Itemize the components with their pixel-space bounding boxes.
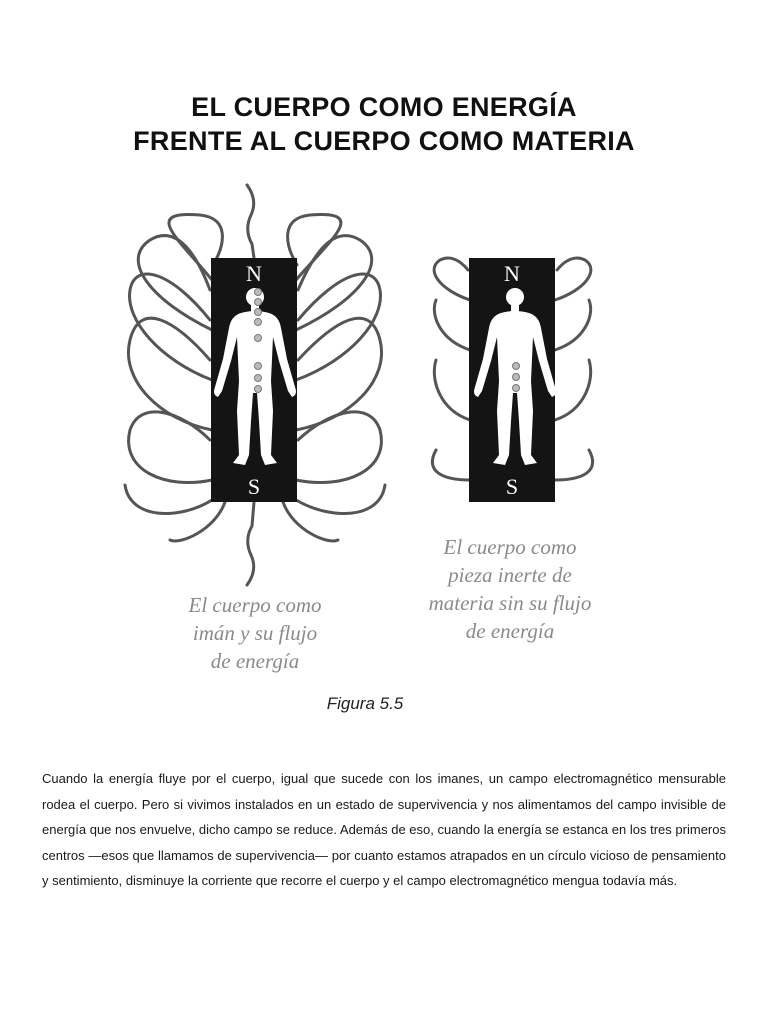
field-line xyxy=(247,185,254,258)
title-line-1: EL CUERPO COMO ENERGÍA xyxy=(191,92,577,122)
right-magnet-north-pole: N xyxy=(504,261,520,286)
field-line xyxy=(555,360,591,420)
field-line xyxy=(555,258,591,300)
field-line xyxy=(555,450,593,480)
field-line xyxy=(555,300,591,350)
energy-center xyxy=(255,375,262,382)
caption-left-line-2: imán y su flujo xyxy=(192,621,318,645)
left-magnet-south-pole: S xyxy=(247,474,261,499)
field-line xyxy=(138,236,212,330)
caption-left-line-3: de energía xyxy=(210,649,300,673)
field-line xyxy=(434,300,470,350)
energy-center xyxy=(255,289,262,296)
body-paragraph: Cuando la energía fluye por el cuerpo, igual que sucede con los imanes, un campo electromagnético mensurable rodea el cuerpo. Pero si vivimos instalados en un estado de supervivencia y nos alimentamos del campo invisible de energía que nos envuelve, dicho campo se reduce. Además de eso, cuando la energía se estanca en los tres primeros centros —esos que llamamos de supervivencia— por cuanto estamos atrapados en un círculo vicioso de pensamiento y sentimiento, disminuye la corriente que recorre el cuerpo y el campo electromagnético mengua todavía más. xyxy=(42,771,726,888)
caption-left-line-1: El cuerpo como xyxy=(188,593,322,617)
caption-right xyxy=(400,533,620,645)
energy-center xyxy=(255,309,262,316)
right-magnet-south-pole: S xyxy=(505,474,519,499)
energy-center xyxy=(513,385,520,392)
energy-center xyxy=(255,335,262,342)
title-line-2: FRENTE AL CUERPO COMO MATERIA xyxy=(133,126,635,156)
energy-center xyxy=(255,319,262,326)
energy-center xyxy=(513,363,520,370)
field-line xyxy=(296,485,385,514)
field-line xyxy=(296,412,381,483)
field-line xyxy=(130,274,212,380)
field-line xyxy=(434,258,470,300)
left-magnet-north-pole: N xyxy=(246,261,262,286)
figure-label: Figura 5.5 xyxy=(326,694,404,713)
field-line xyxy=(434,360,470,420)
energy-centers xyxy=(513,363,520,392)
energy-center xyxy=(255,299,262,306)
caption-left xyxy=(140,591,370,675)
field-line xyxy=(296,274,380,380)
field-line xyxy=(129,412,212,483)
energy-centers xyxy=(255,289,262,393)
caption-right-line-4: de energía xyxy=(465,619,555,643)
field-line xyxy=(125,485,212,514)
energy-center xyxy=(255,363,262,370)
field-line xyxy=(296,236,372,330)
caption-right-line-2: pieza inerte de xyxy=(448,563,572,587)
caption-right-line-3: materia sin su flujo xyxy=(428,591,592,615)
energy-center xyxy=(255,386,262,393)
energy-center xyxy=(513,374,520,381)
caption-right-line-1: El cuerpo como xyxy=(443,535,577,559)
field-line xyxy=(432,450,470,480)
field-line xyxy=(247,502,254,585)
